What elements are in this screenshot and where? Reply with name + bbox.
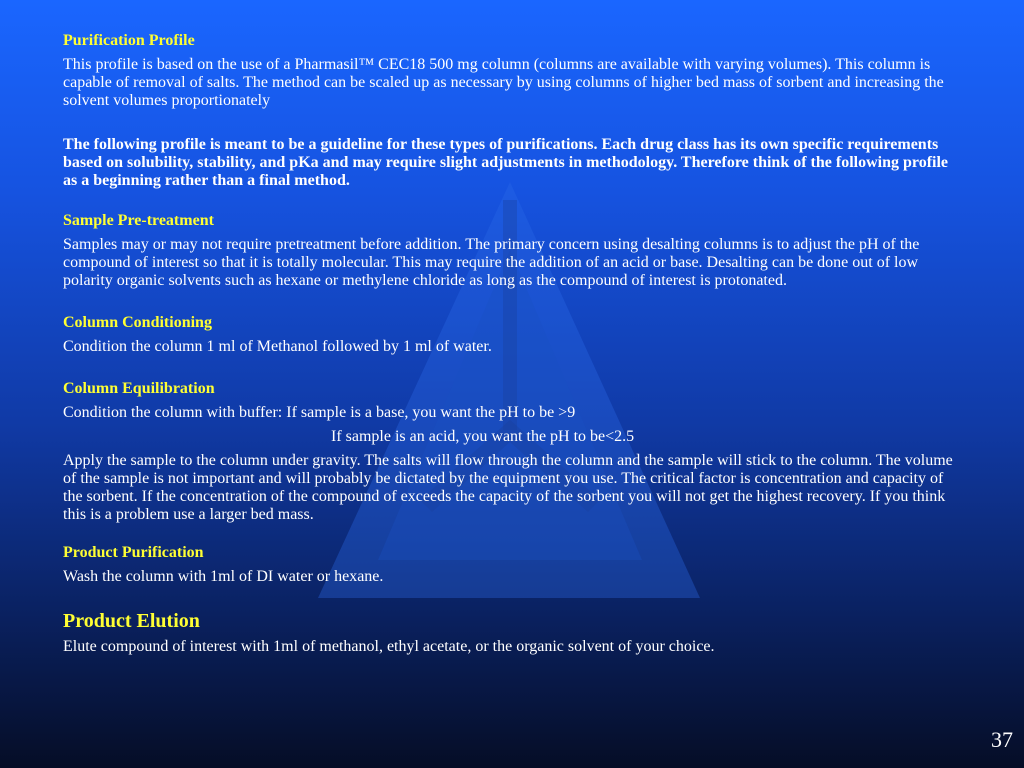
guideline-section	[63, 136, 963, 190]
column-conditioning-text: Condition the column 1 ml of Methanol followed by 1 ml of water.	[63, 338, 492, 355]
product-elution-heading: Product Elution	[63, 610, 200, 632]
product-elution-text: Elute compound of interest with 1ml of methanol, ethyl acetate, or the organic solvent of your choice.	[63, 638, 715, 655]
page-number: 37	[991, 727, 1013, 752]
column-equilibration-heading: Column Equilibration	[63, 380, 215, 397]
sample-pretreatment-text: Samples may or may not require pretreatment before addition. The primary concern using desalting columns is to adjust the pH of the compound of interest so that it is totally molecular. This may require the addition of an acid or base. Desalting can be done out of low polarity organic solvents such as hexane or methylene chloride as long as the compound of interest is protonated.	[63, 236, 920, 289]
product-elution-section	[63, 610, 963, 656]
column-equilibration-section	[63, 380, 963, 524]
purification-profile-text: This profile is based on the use of a Pharmasil™ CEC18 500 mg column (columns are available with varying volumes). This column is capable of removal of salts. The method can be scaled up as necessary by using columns of higher bed mass of sorbent and increasing the solvent volumes proportionately	[63, 56, 944, 109]
product-purification-heading: Product Purification	[63, 544, 204, 561]
column-conditioning-section	[63, 314, 963, 356]
column-equilibration-text: Apply the sample to the column under gravity. The salts will flow through the column and the sample will stick to the column. The volume of the sample is not important and will probably be dictated by the equipment you use. The critical factor is concentration and capacity of the sorbent. If the concentration of the compound of exceeds the capacity of the sorbent you will not get the highest recovery. If you think this is a problem use a larger bed mass.	[63, 452, 953, 523]
product-purification-text: Wash the column with 1ml of DI water or hexane.	[63, 568, 384, 585]
purification-profile-section	[63, 32, 963, 110]
column-conditioning-heading: Column Conditioning	[63, 314, 212, 331]
slide-content	[63, 32, 963, 674]
column-equilibration-base-line: Condition the column with buffer: If sample is a base, you want the pH to be >9	[63, 404, 576, 421]
column-equilibration-acid-line: If sample is an acid, you want the pH to be<2.5	[331, 428, 635, 445]
guideline-text: The following profile is meant to be a guideline for these types of purifications. Each drug class has its own specific requirements based on solubility, stability, and pKa and may require slight adjustments in methodology. Therefore think of the following profile as a beginning rather than a final method.	[63, 136, 949, 189]
sample-pretreatment-section	[63, 212, 963, 290]
purification-profile-heading: Purification Profile	[63, 32, 195, 49]
product-purification-section	[63, 544, 963, 586]
sample-pretreatment-heading: Sample Pre-treatment	[63, 212, 214, 229]
